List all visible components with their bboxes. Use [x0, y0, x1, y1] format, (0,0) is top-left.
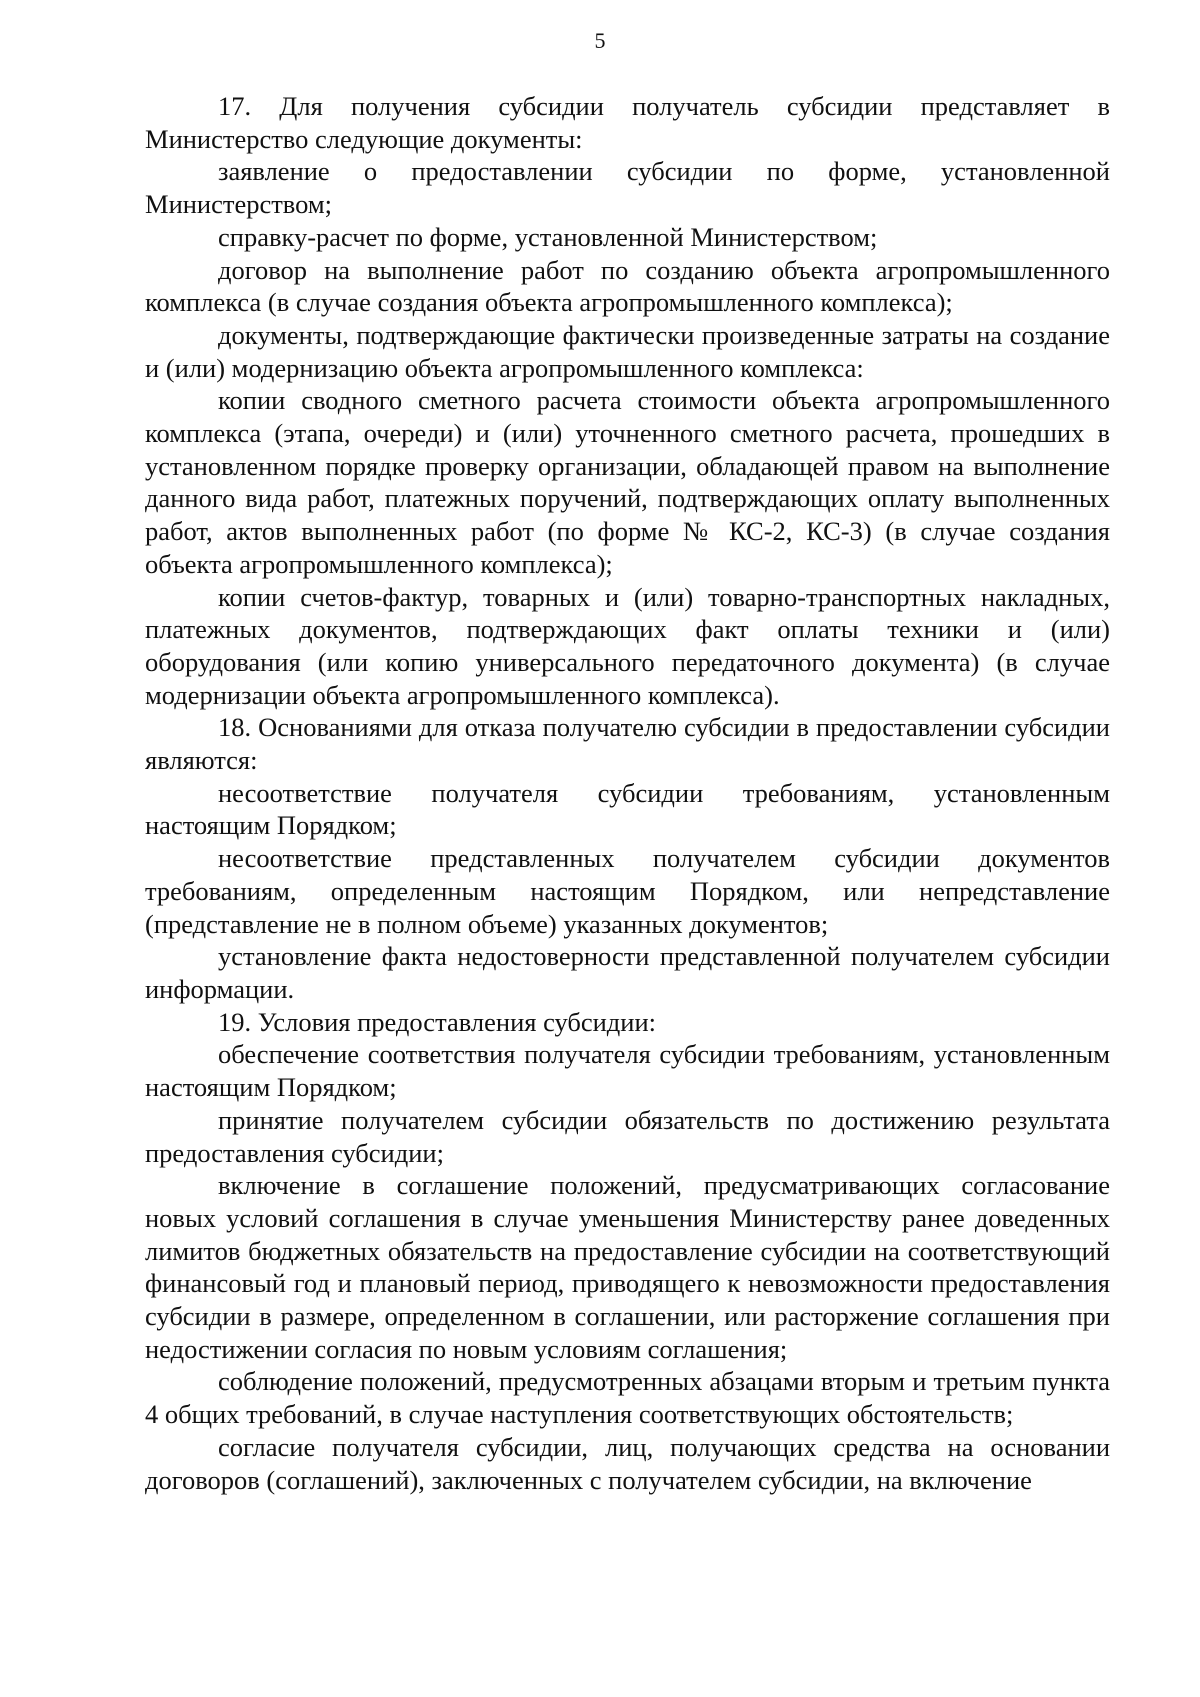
- paragraph-recipient-consent: согласие получателя субсидии, лиц, получающих средства на основании договоров (соглашений), заключенных с получателем субсидии, на включение: [145, 1431, 1110, 1495]
- paragraph-item-17-intro: 17. Для получения субсидии получатель субсидии представляет в Министерство следующие документы:: [145, 91, 1110, 154]
- paragraph-invoice-copies: копии счетов-фактур, товарных и (или) товарно-транспортных накладных, платежных документов, подтверждающих факт оплаты техники и (или) оборудования (или копию универсального передаточного документа) (в случае модернизации объекта агропромышленного комплекса).: [145, 581, 1110, 710]
- paragraph-general-requirements: соблюдение положений, предусмотренных абзацами вторым и третьим пункта 4 общих требований, в случае наступления соответствующих обстоятельств;: [145, 1366, 1110, 1430]
- paragraph-works-contract: договор на выполнение работ по созданию объекта агропромышленного комплекса (в случае создания объекта агропромышленного комплекса);: [145, 254, 1110, 318]
- paragraph-item-19-intro: 19. Условия предоставления субсидии:: [218, 1006, 657, 1037]
- document-body: [145, 90, 1110, 1496]
- paragraph-application: заявление о предоставлении субсидии по форме, установленной Министерством;: [145, 156, 1110, 220]
- paragraph-agreement-provisions: включение в соглашение положений, предусматривающих согласование новых условий соглашения в случае уменьшения Министерству ранее доведенных лимитов бюджетных обязательств на предоставление субсидии на соответствующий финансовый год и плановый период, приводящего к невозможности предоставления субсидии в размере, определенном в соглашении, или расторжение соглашения при недостижении согласия по новым условиям соглашения;: [145, 1170, 1110, 1364]
- paragraph-estimate-copies: копии сводного сметного расчета стоимости объекта агропромышленного комплекса (этапа, очереди) и (или) уточненного сметного расчета, прошедших в установленном порядке проверку организации, обладающей правом на выполнение данного вида работ, платежных поручений, подтверждающих оплату выполненных работ, актов выполненных работ (по форме № КС-2, КС-3) (в случае создания объекта агропромышленного комплекса);: [145, 385, 1110, 579]
- paragraph-recipient-mismatch: несоответствие получателя субсидии требованиям, установленным настоящим Порядком;: [145, 777, 1110, 841]
- paragraph-documents-mismatch: несоответствие представленных получателем субсидии документов требованиям, определенным настоящим Порядком, или непредставление (представление не в полном объеме) указанных документов;: [145, 843, 1110, 939]
- paragraph-cost-documents: документы, подтверждающие фактически произведенные затраты на создание и (или) модернизацию объекта агропромышленного комплекса:: [145, 319, 1110, 383]
- paragraph-obligations: принятие получателем субсидии обязательств по достижению результата предоставления субсидии;: [145, 1104, 1110, 1168]
- paragraph-calculation-certificate: справку-расчет по форме, установленной Министерством;: [218, 221, 878, 252]
- paragraph-item-18-intro: 18. Основаниями для отказа получателю субсидии в предоставлении субсидии являются:: [145, 712, 1110, 776]
- paragraph-compliance: обеспечение соответствия получателя субсидии требованиям, установленным настоящим Порядком;: [145, 1039, 1110, 1103]
- page-number: 5: [594, 28, 606, 53]
- paragraph-false-information: установление факта недостоверности представленной получателем субсидии информации.: [145, 941, 1110, 1004]
